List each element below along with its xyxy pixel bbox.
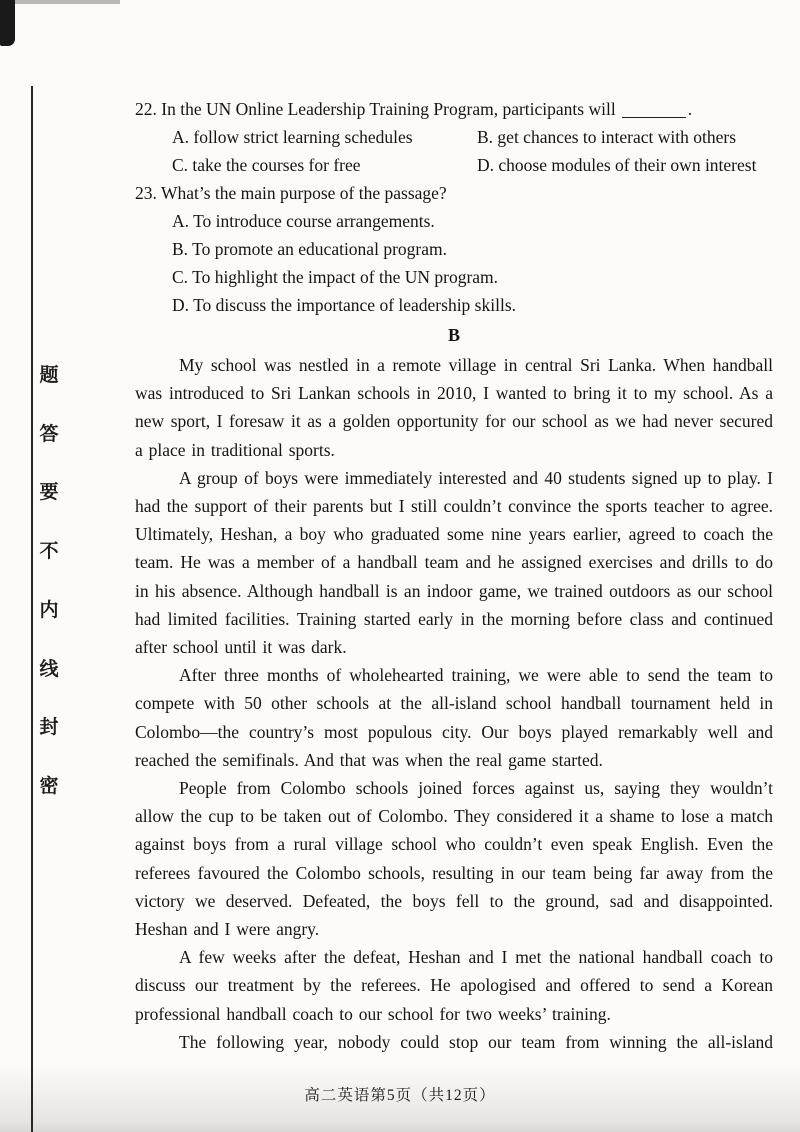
option-22-a: A. follow strict learning schedules	[172, 127, 413, 147]
question-22-options	[135, 123, 773, 179]
option-22-d: D. choose modules of their own interest	[477, 155, 757, 175]
question-number: 22.	[135, 99, 157, 119]
passage-paragraph: People from Colombo schools joined forces against us, saying they wouldn’t allow the cup to be taken out of Colombo. They considered it a shame to lose a match against boys from a rural village school who couldn’t even speak English. Even the referees favoured the Colombo schools, resulting in our team being far away from the victory we deserved. Defeated, the boys fell to the ground, sad and disappointed. Heshan and I were angry.	[135, 778, 773, 940]
answer-blank-underline	[622, 104, 686, 118]
seal-char: 不	[39, 541, 59, 563]
section-b-heading: B	[447, 325, 460, 345]
question-22-stem	[135, 95, 773, 123]
question-23	[135, 179, 773, 319]
seal-char: 密	[39, 775, 59, 797]
passage-paragraph: After three months of wholehearted training, we were able to send the team to compete with 50 other schools at the all-island school handball tournament held in Colombo—the country’s most populous city. Our boys played remarkably well and reached the semifinals. And that was when the real game started.	[135, 665, 773, 770]
question-stem-text: In the UN Online Leadership Training Program, participants will	[161, 99, 616, 119]
passage-paragraph: A few weeks after the defeat, Heshan and I met the national handball coach to discuss our treatment by the referees. He apologised and offered to send a Korean professional handball coach to our school for two weeks’ training.	[135, 947, 773, 1024]
exam-content	[135, 95, 773, 1056]
passage-paragraph: The following year, nobody could stop our team from winning the all-island	[179, 1031, 773, 1052]
option-22-c: C. take the courses for free	[172, 155, 361, 175]
option-23-a: A. To introduce course arrangements.	[172, 211, 435, 231]
seal-char: 内	[39, 599, 59, 621]
seal-char: 线	[39, 658, 59, 680]
stem-period: .	[687, 99, 693, 119]
option-23-c: C. To highlight the impact of the UN program.	[172, 267, 499, 287]
seal-text-column	[37, 360, 61, 798]
seal-char: 要	[39, 482, 59, 504]
option-23-b: B. To promote an educational program.	[172, 239, 447, 259]
option-23-d: D. To discuss the importance of leadership skills.	[172, 295, 517, 315]
page-footer: 高二英语第5页（共12页）	[304, 1087, 496, 1104]
seal-char: 题	[39, 365, 59, 386]
seal-line	[31, 86, 33, 1132]
reading-passage-b	[135, 351, 773, 1056]
question-23-options	[135, 207, 773, 319]
question-stem-text: What’s the main purpose of the passage?	[160, 183, 447, 203]
scan-corner-artifact	[0, 0, 15, 46]
question-22	[135, 95, 773, 179]
seal-char: 封	[39, 717, 59, 739]
question-number: 23.	[135, 183, 157, 203]
question-23-stem	[135, 179, 773, 207]
option-22-b: B. get chances to interact with others	[477, 127, 737, 147]
passage-paragraph: My school was nestled in a remote village in central Sri Lanka. When handball was introduced to Sri Lankan schools in 2010, I wanted to bring it to my school. As a new sport, I foresaw it as a golden opportunity for our school as we had never secured a place in traditional sports.	[135, 355, 773, 460]
scan-edge-artifact	[0, 0, 120, 4]
seal-char: 答	[39, 423, 59, 445]
passage-paragraph: A group of boys were immediately interested and 40 students signed up to play. I had the support of their parents but I still couldn’t convince the sports teacher to agree. Ultimately, Heshan, a boy who graduated some nine years earlier, agreed to coach the team. He was a member of a handball team and he assigned exercises and drills to do in his absence. Although handball is an indoor game, we trained outdoors as our school had limited facilities. Training started early in the morning before class and continued after school until it was dark.	[135, 467, 773, 658]
